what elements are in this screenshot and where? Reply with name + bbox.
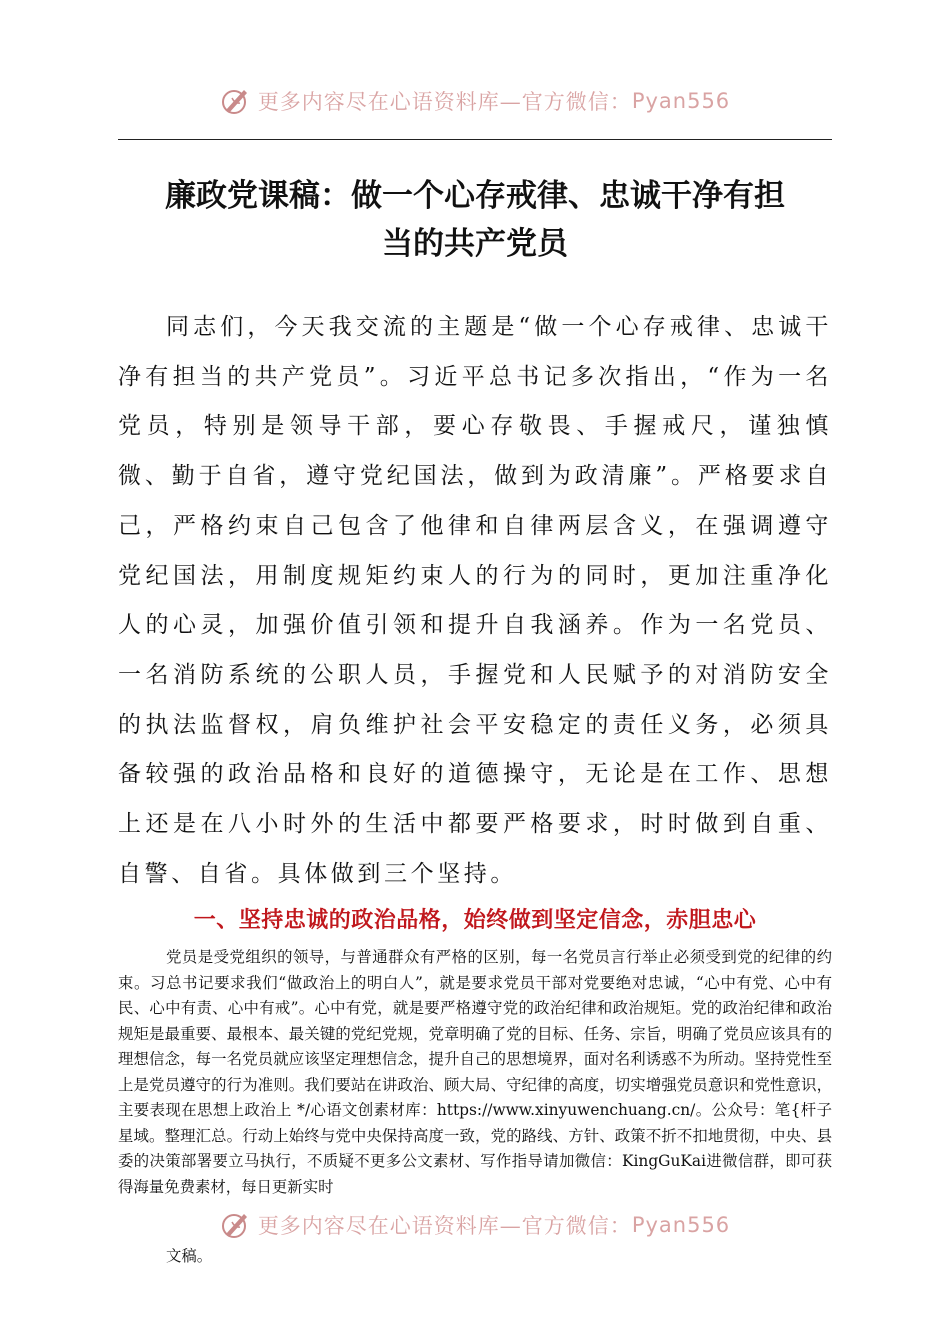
pen-logo-icon [220,86,250,116]
header-rule [118,139,832,140]
title-line-1: 廉政党课稿：做一个心存戒律、忠诚干净有担 [165,178,785,214]
section-1-heading: 一、坚持忠诚的政治品格，始终做到坚定信念，赤胆忠心 [193,908,757,933]
title-line-2: 当的共产党员 [382,226,568,262]
watermark-handle: Pyan556 [631,1213,731,1237]
section-1-tail: 文稿。 [166,1247,213,1265]
pen-logo-icon [220,1210,250,1240]
watermark-footer [0,1210,950,1240]
watermark-header [0,86,950,116]
watermark-handle: Pyan556 [631,89,731,113]
page-title [110,172,840,268]
watermark-text: 更多内容尽在心语资料库—官方微信： [257,1214,632,1238]
section-1-body: 党员是受党组织的领导，与普通群众有严格的区别，每一名党员言行举止必须受到党的纪律的约束。习总书记要求我们“做政治上的明白人”，就是要求党员干部对党要绝对忠诚，“心中有党、心中有民、心中有责、心中有戒”。心中有党，就是要严格遵守党的政治纪律和政治规矩。党的政治纪律和政治规矩是最重要、最根本、最关键的党纪党规，党章明确了党的目标、任务、宗旨，明确了党员应该具有的理想信念，每一名党员就应该坚定理想信念，提升自己的思想境界，面对名利诱惑不为所动。坚持党性至上是党员遵守的行为准则。我们要站在讲政治、顾大局、守纪律的高度，切实增强党员意识和党性意识，主要表现在思想上政治上 */心语文创素材库：https://www.xinyuwenchuang.cn/。公众号：笔{杆子星域。整理汇总。行动上始终与党中央保持高度一致，党的路线、方针、政策不折不扣地贯彻，中央、县委的决策部署要立马执行，不质疑不更多公文素材、写作指导请加微信：KingGuKai进微信群，即可获得海量免费素材，每日更新实时 [118,948,832,1196]
watermark-text: 更多内容尽在心语资料库—官方微信： [257,90,632,114]
intro-paragraph: 同志们，今天我交流的主题是“做一个心存戒律、忠诚干净有担当的共产党员”。习近平总书记多次指出，“作为一名党员，特别是领导干部，要心存敬畏、手握戒尺，谨独慎微、勤于自省，遵守党纪国法，做到为政清廉”。严格要求自己，严格约束自己包含了他律和自律两层含义，在强调遵守党纪国法，用制度规矩约束人的行为的同时，更加注重净化人的心灵，加强价值引领和提升自我涵养。作为一名党员、一名消防系统的公职人员，手握党和人民赋予的对消防安全的执法监督权，肩负维护社会平安稳定的责任义务，必须具备较强的政治品格和良好的道德操守，无论是在工作、思想上还是在八小时外的生活中都要严格要求，时时做到自重、自警、自省。具体做到三个坚持。 [118,314,832,887]
